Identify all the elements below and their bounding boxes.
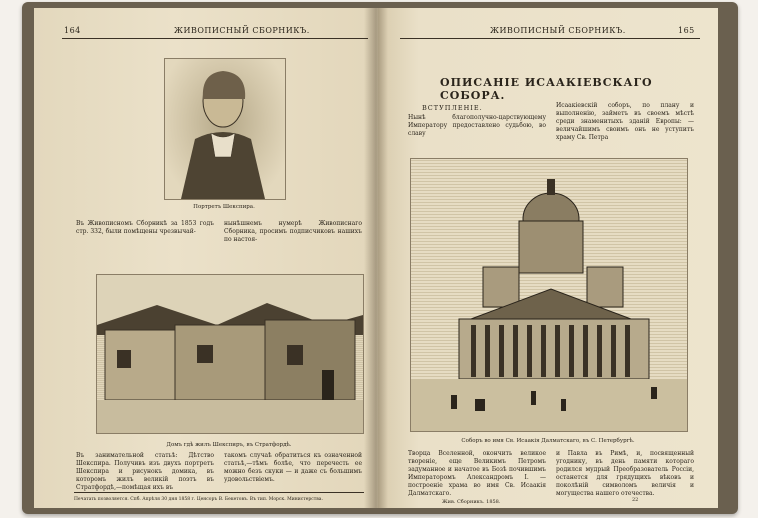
text-column-1: Въ Живописномъ Сборникѣ за 1853 годъ стр. 332, были помѣщены чрезвычай- bbox=[76, 220, 214, 235]
text-column-3: Творца Вселенной, окончить великое твореніе, еще Великимъ Петромъ задуманное и начатое въ Бозѣ почившимъ Императоромъ Александромъ I. — построеніе храма во имя Св. Исаакія Далматскаго. bbox=[408, 450, 546, 497]
page-number: 164 bbox=[64, 26, 81, 35]
running-head: ЖИВОПИСНЫЙ СБОРНИКЪ. bbox=[174, 26, 310, 35]
right-page bbox=[378, 8, 718, 508]
running-head: ЖИВОПИСНЫЙ СБОРНИКЪ. bbox=[490, 26, 626, 35]
text-column-2: Исаакіевскій соборъ, по плану и выполненію, займетъ въ своемъ мѣстѣ среди знаменитыхъ зданій Европы: — величайшимъ своимъ онъ не уступитъ храму Св. Петра bbox=[556, 102, 694, 141]
article-subtitle: ВСТУПЛЕНІЕ. bbox=[422, 104, 483, 112]
header-rule bbox=[62, 38, 368, 39]
text-column-4: такомъ случаѣ обратиться къ означенной статьѣ,—тѣмъ болѣе, что перечесть ее можно безъ скуки — и даже съ большимъ удовольствіемъ. bbox=[224, 452, 362, 483]
page-footer: Печатать позволяется. Спб. Апрѣля 30 дня 1858 г. Ценсоръ В. Бекетовъ. Въ тип. Морск. Министерства. bbox=[74, 497, 323, 502]
page-number: 165 bbox=[678, 26, 695, 35]
footer-signature: Жив. Сборникъ. 1858. bbox=[442, 499, 501, 505]
text-column-3: Въ занимательной статьѣ: Дѣтство Шекспира. Получивъ изъ двухъ портретъ Шекспира и рисунокъ домика, въ которомъ жилъ великій поэтъ въ Стратфордѣ,—помѣщая ихъ въ bbox=[76, 452, 214, 491]
portrait-caption: Портретъ Шекспира. bbox=[193, 204, 255, 210]
cathedral-engraving bbox=[410, 158, 688, 432]
header-rule bbox=[400, 38, 700, 39]
portrait-engraving bbox=[164, 58, 286, 200]
text-column-2: нынѣшнемъ нумерѣ Живописнаго Сборника, просимъ подписчиковъ нашихъ по настоя- bbox=[224, 220, 362, 243]
cathedral-caption: Соборъ во имя Св. Исаакія Далматскаго, въ С. Петербургѣ. bbox=[461, 438, 635, 444]
footer-rule bbox=[74, 492, 364, 493]
article-title: ОПИСАНІЕ ИСААКІЕВСКАГО СОБОРА. bbox=[440, 76, 653, 102]
text-column-4: и Павла въ Римѣ, и, посвященный угоднику, въ день памяти котораго родился мудрый Преобразователь Россіи, останется для грядущихъ вѣковъ и поколѣній символомъ величія и могущества нашего отечества. bbox=[556, 450, 694, 497]
left-page bbox=[34, 8, 386, 508]
house-caption: Домъ гдѣ жилъ Шекспиръ, въ Стратфордѣ. bbox=[166, 442, 292, 448]
text-column-1: Нынѣ благополучно-царствующему Императору предоставлено судьбою, во славу bbox=[408, 114, 546, 137]
signature-mark: 22 bbox=[632, 497, 639, 503]
house-engraving bbox=[96, 274, 364, 434]
